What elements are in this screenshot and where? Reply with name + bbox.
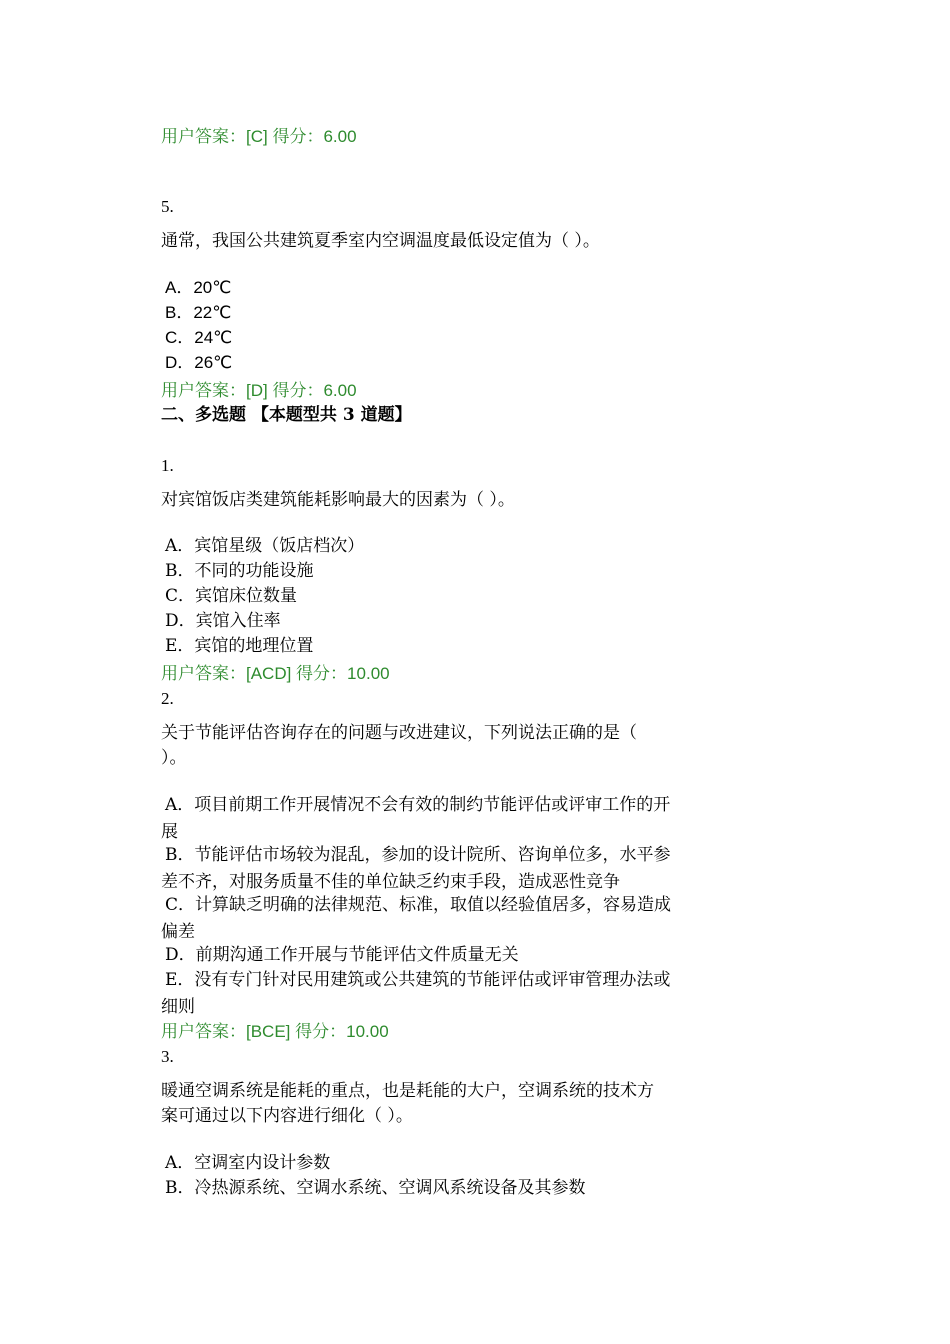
question-number: 5.: [161, 197, 174, 216]
option-a: A．空调室内设计参数: [165, 1153, 331, 1173]
option-c: C．宾馆床位数量: [165, 586, 298, 606]
user-answer: 用户答案：[ACD] 得分：10.00: [161, 664, 390, 683]
option-a: A．项目前期工作开展情况不会有效的制约节能评估或评审工作的开: [165, 795, 671, 815]
option-d: D．26℃: [165, 353, 233, 372]
question-text: 关于节能评估咨询存在的问题与改进建议，下列说法正确的是（: [161, 723, 637, 743]
question-text-cont: 案可通过以下内容进行细化（ ）。: [161, 1106, 413, 1126]
option-b: B．冷热源系统、空调水系统、空调风系统设备及其参数: [165, 1178, 586, 1198]
option-b: B．不同的功能设施: [165, 561, 314, 581]
question-text: 对宾馆饭店类建筑能耗影响最大的因素为（ ）。: [161, 490, 515, 510]
question-number: 1.: [161, 456, 174, 475]
option-e: E．没有专门针对民用建筑或公共建筑的节能评估或评审管理办法或: [165, 970, 671, 990]
question-text: 通常，我国公共建筑夏季室内空调温度最低设定值为（ ）。: [161, 231, 600, 251]
question-text-cont: ）。: [161, 748, 187, 768]
option-e: E．宾馆的地理位置: [165, 636, 314, 656]
section-heading: 二、多选题 【本题型共 3 道题】: [161, 405, 412, 425]
option-b-cont: 差不齐，对服务质量不佳的单位缺乏约束手段，造成恶性竞争: [161, 872, 620, 892]
question-number: 2.: [161, 689, 174, 708]
option-c-cont: 偏差: [161, 922, 195, 942]
user-answer: 用户答案：[BCE] 得分：10.00: [161, 1022, 389, 1041]
option-c: C．24℃: [165, 328, 233, 347]
option-c: C．计算缺乏明确的法律规范、标准，取值以经验值居多，容易造成: [165, 895, 672, 915]
option-a: A．20℃: [165, 278, 232, 297]
option-b: B．节能评估市场较为混乱，参加的设计院所、咨询单位多，水平参: [165, 845, 671, 865]
option-a-cont: 展: [161, 822, 178, 842]
user-answer: 用户答案：[D] 得分：6.00: [161, 381, 357, 400]
question-text: 暖通空调系统是能耗的重点，也是耗能的大户，空调系统的技术方: [161, 1081, 654, 1101]
option-d: D．宾馆入住率: [165, 611, 281, 631]
option-a: A．宾馆星级（饭店档次）: [165, 536, 365, 556]
option-e-cont: 细则: [161, 997, 195, 1017]
question-number: 3.: [161, 1047, 174, 1066]
option-b: B．22℃: [165, 303, 232, 322]
user-answer-prev: 用户答案：[C] 得分：6.00: [161, 127, 357, 146]
option-d: D．前期沟通工作开展与节能评估文件质量无关: [165, 945, 519, 965]
